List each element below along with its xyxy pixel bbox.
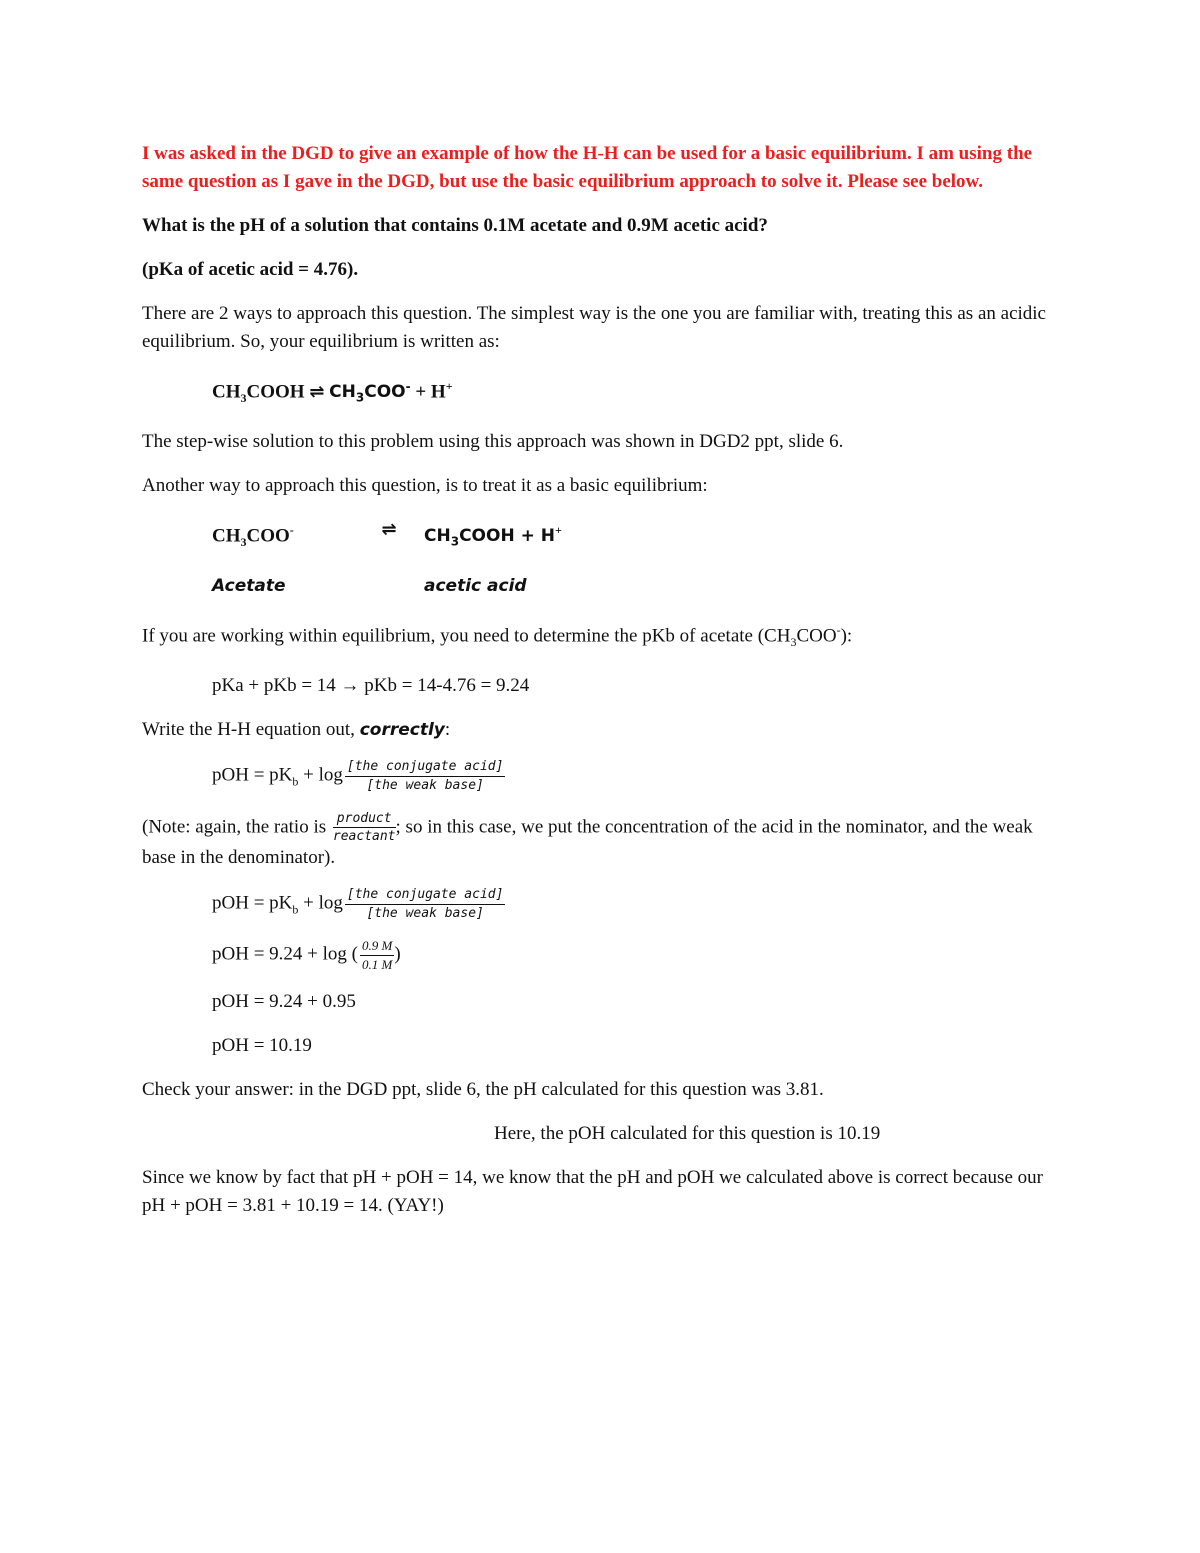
- acetic-acid-label: acetic acid: [424, 576, 527, 597]
- stepwise-paragraph: The step-wise solution to this problem using this approach was shown in DGD2 ppt, slide 6.: [142, 431, 844, 453]
- pkb-equation: pKa + pKb = 14 → pKb = 14-4.76 = 9.24: [212, 675, 530, 697]
- ratio-note: (Note: again, the ratio is $\frac{\text{product}}{\text{reactant}}$ ; so in this case, we put the concentration of the acid in the nominator, and the weak base in the denominator).: [142, 810, 1033, 868]
- calc-step-2: pOH = 9.24 + 0.95: [212, 990, 356, 1012]
- equilibrium-arrow: ⇌: [381, 519, 397, 541]
- another-way-paragraph: Another way to approach this question, is to treat it as a basic equilibrium:: [142, 475, 708, 497]
- species-labels: [212, 572, 1062, 600]
- correctly-emphasis: correctly: [359, 720, 445, 741]
- pka-note: (pKa of acetic acid = 4.76).: [142, 259, 359, 280]
- calc-step-3: pOH = 10.19: [212, 1034, 312, 1056]
- hh-ratio-fraction: $\frac{\text{[the conjugate acid]}}{\text{[the weak base]}}$: [346, 886, 504, 921]
- intro-note: I was asked in the DGD to give an example of how the H-H can be used for a basic equilibrium. I am using the same question as I gave in the DGD, but use the basic equilibrium approach to solve it. Please see below.: [142, 143, 1033, 192]
- calc-step-1: pOH = 9.24 + log ( $\frac{0.9 M}{0.1 M}$ ): [212, 938, 401, 972]
- basic-equilibrium-equation: $CH_3COO^-$ ⇌ $CH_3COOH + H^+$: [212, 516, 1062, 556]
- hh-ratio-fraction: $\frac{\text{[the conjugate acid]}}{\text{[the weak base]}}$: [346, 759, 504, 794]
- equilibrium-arrow: ⇌: [309, 381, 325, 403]
- conclusion: Since we know by fact that pH + pOH = 14, we know that the pH and pOH we calculated above is correct because our pH + pOH = 3.81 + 10.19 = 14. (YAY!): [142, 1166, 1043, 1216]
- hh-equation-2: pOH = $pK_b + \log$ $\frac{\text{[the conjugate acid]}}{\text{[the weak base]}}$: [212, 886, 504, 921]
- acidic-equilibrium-equation: $CH_3COOH$ ⇌ $CH_3COO^- + H^+$: [212, 379, 453, 406]
- poh-statement: Here, the pOH calculated for this question is 10.19: [494, 1122, 881, 1144]
- two-ways-paragraph: There are 2 ways to approach this question. The simplest way is the one you are familiar with, treating this as an acidic equilibrium. So, your equilibrium is written as:: [142, 303, 1046, 352]
- acetate-label: Acetate: [212, 576, 286, 597]
- pkb-paragraph: If you are working within equilibrium, you need to determine the pKb of acetate $(CH_3COO^-)$:: [142, 623, 853, 650]
- hh-equation-1: pOH = $pK_b + \log$ $\frac{\text{[the conjugate acid]}}{\text{[the weak base]}}$: [212, 759, 504, 794]
- question-text: What is the pH of a solution that contains 0.1M acetate and 0.9M acetic acid?: [142, 215, 768, 236]
- document-page: [142, 140, 1062, 1220]
- hh-intro: Write the H-H equation out, correctly:: [142, 719, 451, 741]
- check-answer: Check your answer: in the DGD ppt, slide 6, the pH calculated for this question was 3.81.: [142, 1078, 824, 1100]
- product-reactant-fraction: $\frac{\text{product}}{\text{reactant}}$: [332, 810, 396, 845]
- concentration-fraction: $\frac{0.9 M}{0.1 M}$: [361, 938, 393, 972]
